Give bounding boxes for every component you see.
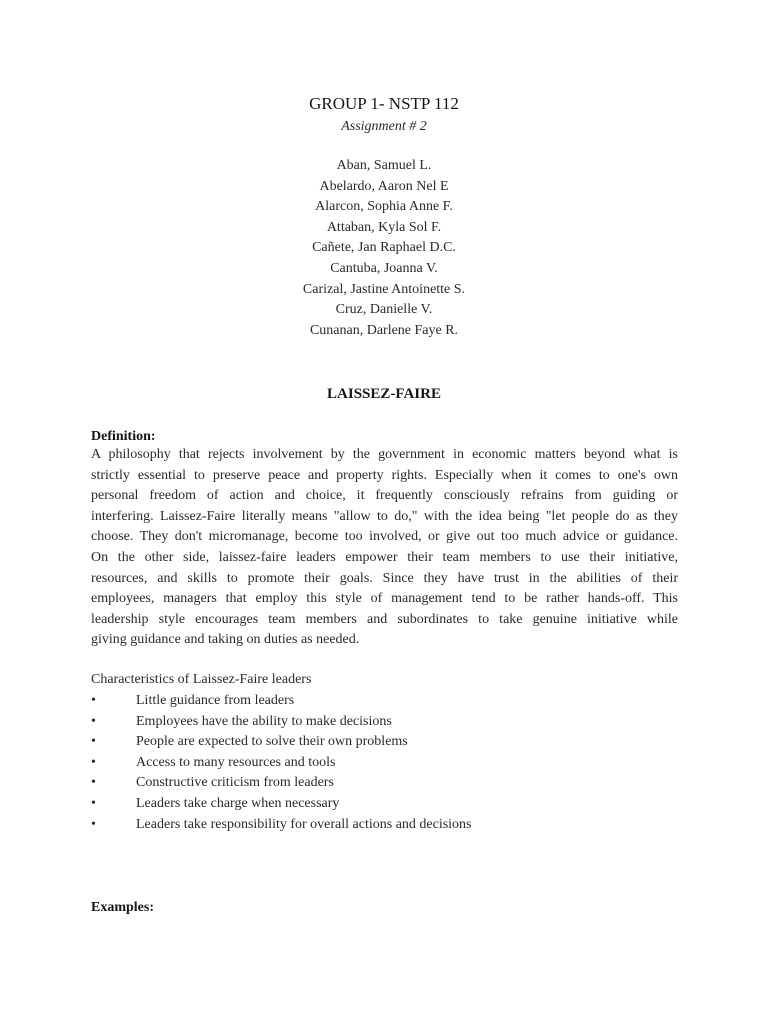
examples-label: Examples: xyxy=(91,900,154,915)
bullet-icon: • xyxy=(91,775,96,791)
list-item-text: Leaders take charge when necessary xyxy=(136,795,340,811)
member-name: Cruz, Danielle V. xyxy=(335,302,433,318)
member-name: Alarcon, Sophia Anne F. xyxy=(315,199,453,215)
paragraph-line: On the other side, laissez-faire leaders empower their team members to use their initiative, xyxy=(91,549,678,565)
member-name: Cunanan, Darlene Faye R. xyxy=(309,322,459,338)
member-name: Abelardo, Aaron Nel E xyxy=(319,178,449,194)
list-item-text: Constructive criticism from leaders xyxy=(136,775,334,791)
paragraph-line: strictly essential to preserve peace and property rights. Especially when it comes to one's own xyxy=(91,467,678,483)
bullet-icon: • xyxy=(91,816,96,832)
bullet-icon: • xyxy=(91,693,96,708)
paragraph-line: choose. They don't micromanage, become too involved, or give out too much advice or guidance. xyxy=(91,529,678,545)
paragraph-line: giving guidance and taking on duties as needed. xyxy=(91,632,360,648)
paragraph-line: interfering. Laissez-Faire literally means "allow to do," with the idea being "let people do as they xyxy=(91,508,678,524)
member-name: Attaban, Kyla Sol F. xyxy=(326,219,442,235)
paragraph-line: leadership style encourages team members and subordinates to take genuine initiative while xyxy=(91,611,678,627)
list-item-text: Little guidance from leaders xyxy=(136,693,295,708)
group-title: GROUP 1- NSTP 112 xyxy=(309,94,459,113)
bullet-icon: • xyxy=(91,754,96,770)
bullet-icon: • xyxy=(91,713,96,729)
paragraph-line: A philosophy that rejects involvement by the government in economic matters beyond what is xyxy=(91,447,678,462)
bullet-icon: • xyxy=(91,734,96,750)
paragraph-line: personal freedom of action and choice, it frequently consciously refrains from guiding or xyxy=(91,488,678,504)
paragraph-line: resources, and skills to promote their goals. Since they have trust in the abilities of their xyxy=(91,570,678,586)
member-name: Carizal, Jastine Antoinette S. xyxy=(302,281,466,297)
definition-label: Definition: xyxy=(91,429,156,444)
member-name: Cañete, Jan Raphael D.C. xyxy=(312,240,456,256)
member-name: Aban, Samuel L. xyxy=(336,158,432,173)
list-item-text: Access to many resources and tools xyxy=(136,754,336,770)
list-item-text: Leaders take responsibility for overall actions and decisions xyxy=(136,816,472,832)
member-name: Cantuba, Joanna V. xyxy=(330,260,438,276)
paragraph-line: employees, managers that employ this style of management tend to be rather hands-off. This xyxy=(91,591,678,607)
definition-paragraph xyxy=(91,445,678,651)
list-item-text: People are expected to solve their own problems xyxy=(136,734,408,750)
section-heading: LAISSEZ-FAIRE xyxy=(327,386,441,402)
member-list xyxy=(0,156,768,341)
bullet-icon: • xyxy=(91,795,96,811)
list-item-text: Employees have the ability to make decisions xyxy=(136,713,392,729)
characteristics-heading: Characteristics of Laissez-Faire leaders xyxy=(91,672,312,687)
assignment-subtitle: Assignment # 2 xyxy=(341,119,427,134)
